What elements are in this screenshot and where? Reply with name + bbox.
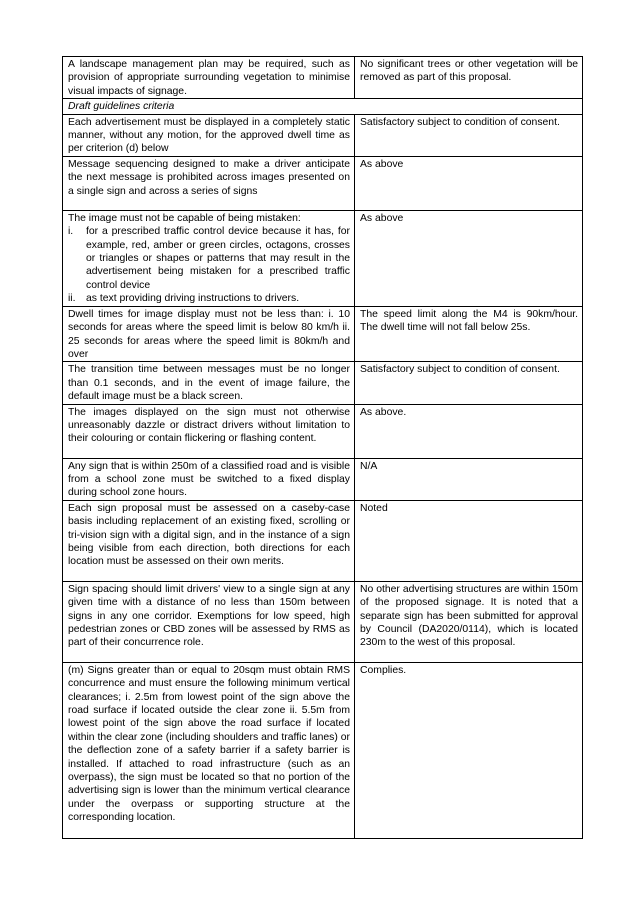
list-item-text: for a prescribed traffic control device because it has, for example, red, amber or green circles, octagons, crosses or triangles or shapes or patterns that may result in the advertisement being mistaken for a prescribed traffic control device	[86, 226, 350, 291]
response-cell: Noted	[355, 500, 583, 581]
table-row	[63, 156, 583, 210]
table-row	[63, 306, 583, 362]
criterion-cell: Any sign that is within 250m of a classified road and is visible from a school zone must be switched to a fixed display during school zone hours.	[63, 458, 355, 500]
section-heading: Draft guidelines criteria	[63, 99, 583, 114]
list-marker: i.	[68, 226, 74, 238]
criterion-cell: Each sign proposal must be assessed on a caseby-case basis including replacement of an existing fixed, scrolling or tri-vision sign with a digital sign, and in the instance of a sign being visible from each direction, both directions for each location must be assessed on their own merits.	[63, 500, 355, 581]
criterion-cell: Sign spacing should limit drivers' view to a single sign at any given time with a distance of no less than 150m between signs in any one corridor. Exemptions for low speed, high pedestrian zones or CBD zones will be assessed by RMS as part of their concurrence role.	[63, 581, 355, 662]
table-row	[63, 114, 583, 156]
list-item	[68, 225, 350, 292]
criterion-cell: The images displayed on the sign must not otherwise unreasonably dazzle or distract drivers without limitation to their colouring or contain flickering or flashing content.	[63, 404, 355, 458]
list-item-text: as text providing driving instructions to drivers.	[86, 293, 300, 305]
criterion-intro: The image must not be capable of being mistaken:	[68, 212, 301, 224]
table-row	[63, 662, 583, 838]
criterion-cell	[63, 210, 355, 306]
table-row	[63, 404, 583, 458]
response-cell: N/A	[355, 458, 583, 500]
table-row	[63, 500, 583, 581]
list-item	[68, 292, 350, 305]
response-cell: Satisfactory subject to condition of consent.	[355, 362, 583, 404]
table-row	[63, 581, 583, 662]
list-marker: ii.	[68, 293, 76, 305]
criterion-cell: Each advertisement must be displayed in a completely static manner, without any motion, for the approved dwell time as per criterion (d) below	[63, 114, 355, 156]
criterion-cell: Message sequencing designed to make a driver anticipate the next message is prohibited across images presented on a single sign and across a series of signs	[63, 156, 355, 210]
response-cell: As above	[355, 210, 583, 306]
response-cell: Satisfactory subject to condition of consent.	[355, 114, 583, 156]
criterion-cell: (m) Signs greater than or equal to 20sqm must obtain RMS concurrence and must ensure the following minimum vertical clearances; i. 2.5m from lowest point of the sign above the road surface if located outside the clear zone ii. 5.5m from lowest point of the sign above the road surface if located within the clear zone (including shoulders and traffic lanes) or the deflection zone of a safety barrier if a safety barrier is installed. If attached to road infrastructure (such as an overpass), the sign must be located so that no portion of the advertising sign is lower than the minimum vertical clearance under the overpass or supporting structure at the corresponding location.	[63, 662, 355, 838]
table-row	[63, 57, 583, 99]
response-cell: As above	[355, 156, 583, 210]
table-row	[63, 458, 583, 500]
criterion-cell: The transition time between messages must be no longer than 0.1 seconds, and in the event of image failure, the default image must be a black screen.	[63, 362, 355, 404]
criterion-cell: A landscape management plan may be required, such as provision of appropriate surrounding vegetation to minimise visual impacts of signage.	[63, 57, 355, 99]
response-cell: The speed limit along the M4 is 90km/hour. The dwell time will not fall below 25s.	[355, 306, 583, 362]
response-cell: No other advertising structures are within 150m of the proposed signage. It is noted that a separate sign has been submitted for approval by Council (DA2020/0114), which is located 230m to the west of this proposal.	[355, 581, 583, 662]
response-cell: As above.	[355, 404, 583, 458]
criterion-cell: Dwell times for image display must not be less than: i. 10 seconds for areas where the speed limit is below 80 km/h ii. 25 seconds for areas where the speed limit is 80km/h and over	[63, 306, 355, 362]
table-row	[63, 210, 583, 306]
response-cell: No significant trees or other vegetation will be removed as part of this proposal.	[355, 57, 583, 99]
response-cell: Complies.	[355, 662, 583, 838]
table-row	[63, 362, 583, 404]
section-header-row	[63, 99, 583, 114]
assessment-table	[62, 56, 583, 839]
criterion-sublist	[68, 225, 350, 305]
